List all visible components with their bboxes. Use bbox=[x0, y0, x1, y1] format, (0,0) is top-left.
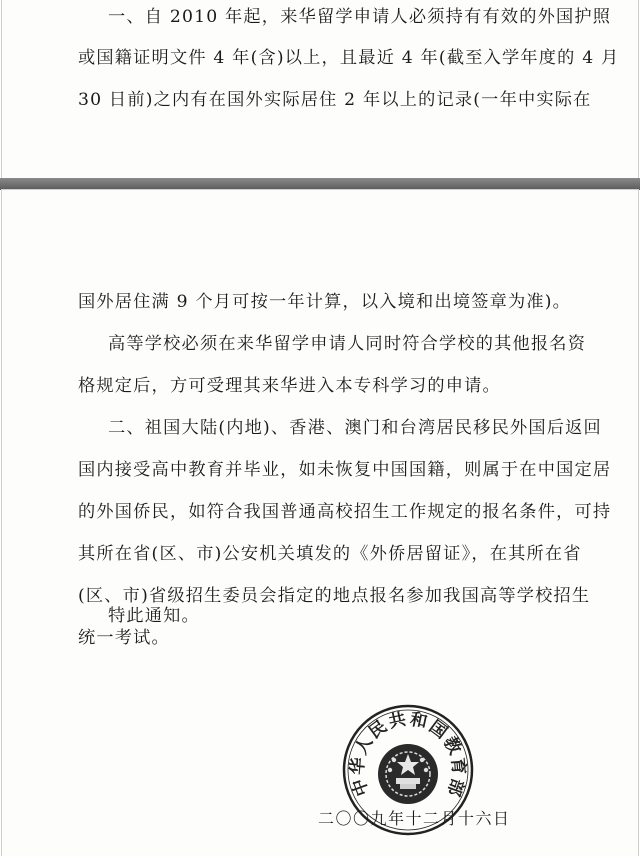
seal-character: 民 bbox=[365, 716, 391, 743]
page-separator bbox=[0, 178, 640, 190]
seal-character: 人 bbox=[351, 733, 378, 759]
paragraph-line: 国内接受高中教育并毕业，如未恢复中国国籍，则属于在中国定居 bbox=[78, 460, 612, 480]
paragraph-line: 统一考试。 bbox=[78, 628, 170, 648]
paragraph-line: 一、自 2010 年起，来华留学申请人必须持有有效的外国护照 bbox=[108, 7, 612, 27]
document-date: 二〇〇九年十二月十六日 bbox=[318, 809, 511, 828]
closing-line: 特此通知。 bbox=[108, 606, 200, 626]
seal-character: 华 bbox=[347, 756, 369, 776]
paragraph-line: 其所在省(区、市)公安机关填发的《外侨居留证》，在其所在省 bbox=[78, 544, 582, 564]
emblem-icon bbox=[378, 744, 438, 804]
paragraph-line: 格规定后，方可受理其来华进入本专科学习的申请。 bbox=[78, 376, 501, 396]
paragraph-line: 高等学校必须在来华留学申请人同时符合学校的其他报名资 bbox=[108, 334, 587, 354]
paragraph-line: 国外居住满 9 个月可按一年计算，以入境和出境签章为准)。 bbox=[78, 292, 572, 312]
seal-character: 中 bbox=[348, 775, 374, 799]
seal-character: 国 bbox=[425, 716, 451, 743]
paragraph-line: 二、祖国大陆(内地)、香港、澳门和台湾居民移民外国后返回 bbox=[108, 418, 602, 438]
paragraph-line: 或国籍证明文件 4 年(含)以上，且最近 4 年(截至入学年度的 4 月 bbox=[78, 48, 620, 68]
paragraph-line: (区、市)省级招生委员会指定的地点报名参加我国高等学校招生 bbox=[78, 586, 591, 606]
seal-character: 和 bbox=[408, 709, 430, 733]
paragraph-line: 的外国侨民，如符合我国普通高校招生工作规定的报名条件，可持 bbox=[78, 502, 612, 522]
seal-character: 部 bbox=[442, 775, 468, 799]
seal-character: 共 bbox=[386, 709, 408, 733]
seal-character: 教 bbox=[438, 733, 465, 759]
paragraph-line: 30 日前)之内有在国外实际居住 2 年以上的记录(一年中实际在 bbox=[78, 90, 592, 110]
seal-character: 育 bbox=[447, 756, 469, 776]
